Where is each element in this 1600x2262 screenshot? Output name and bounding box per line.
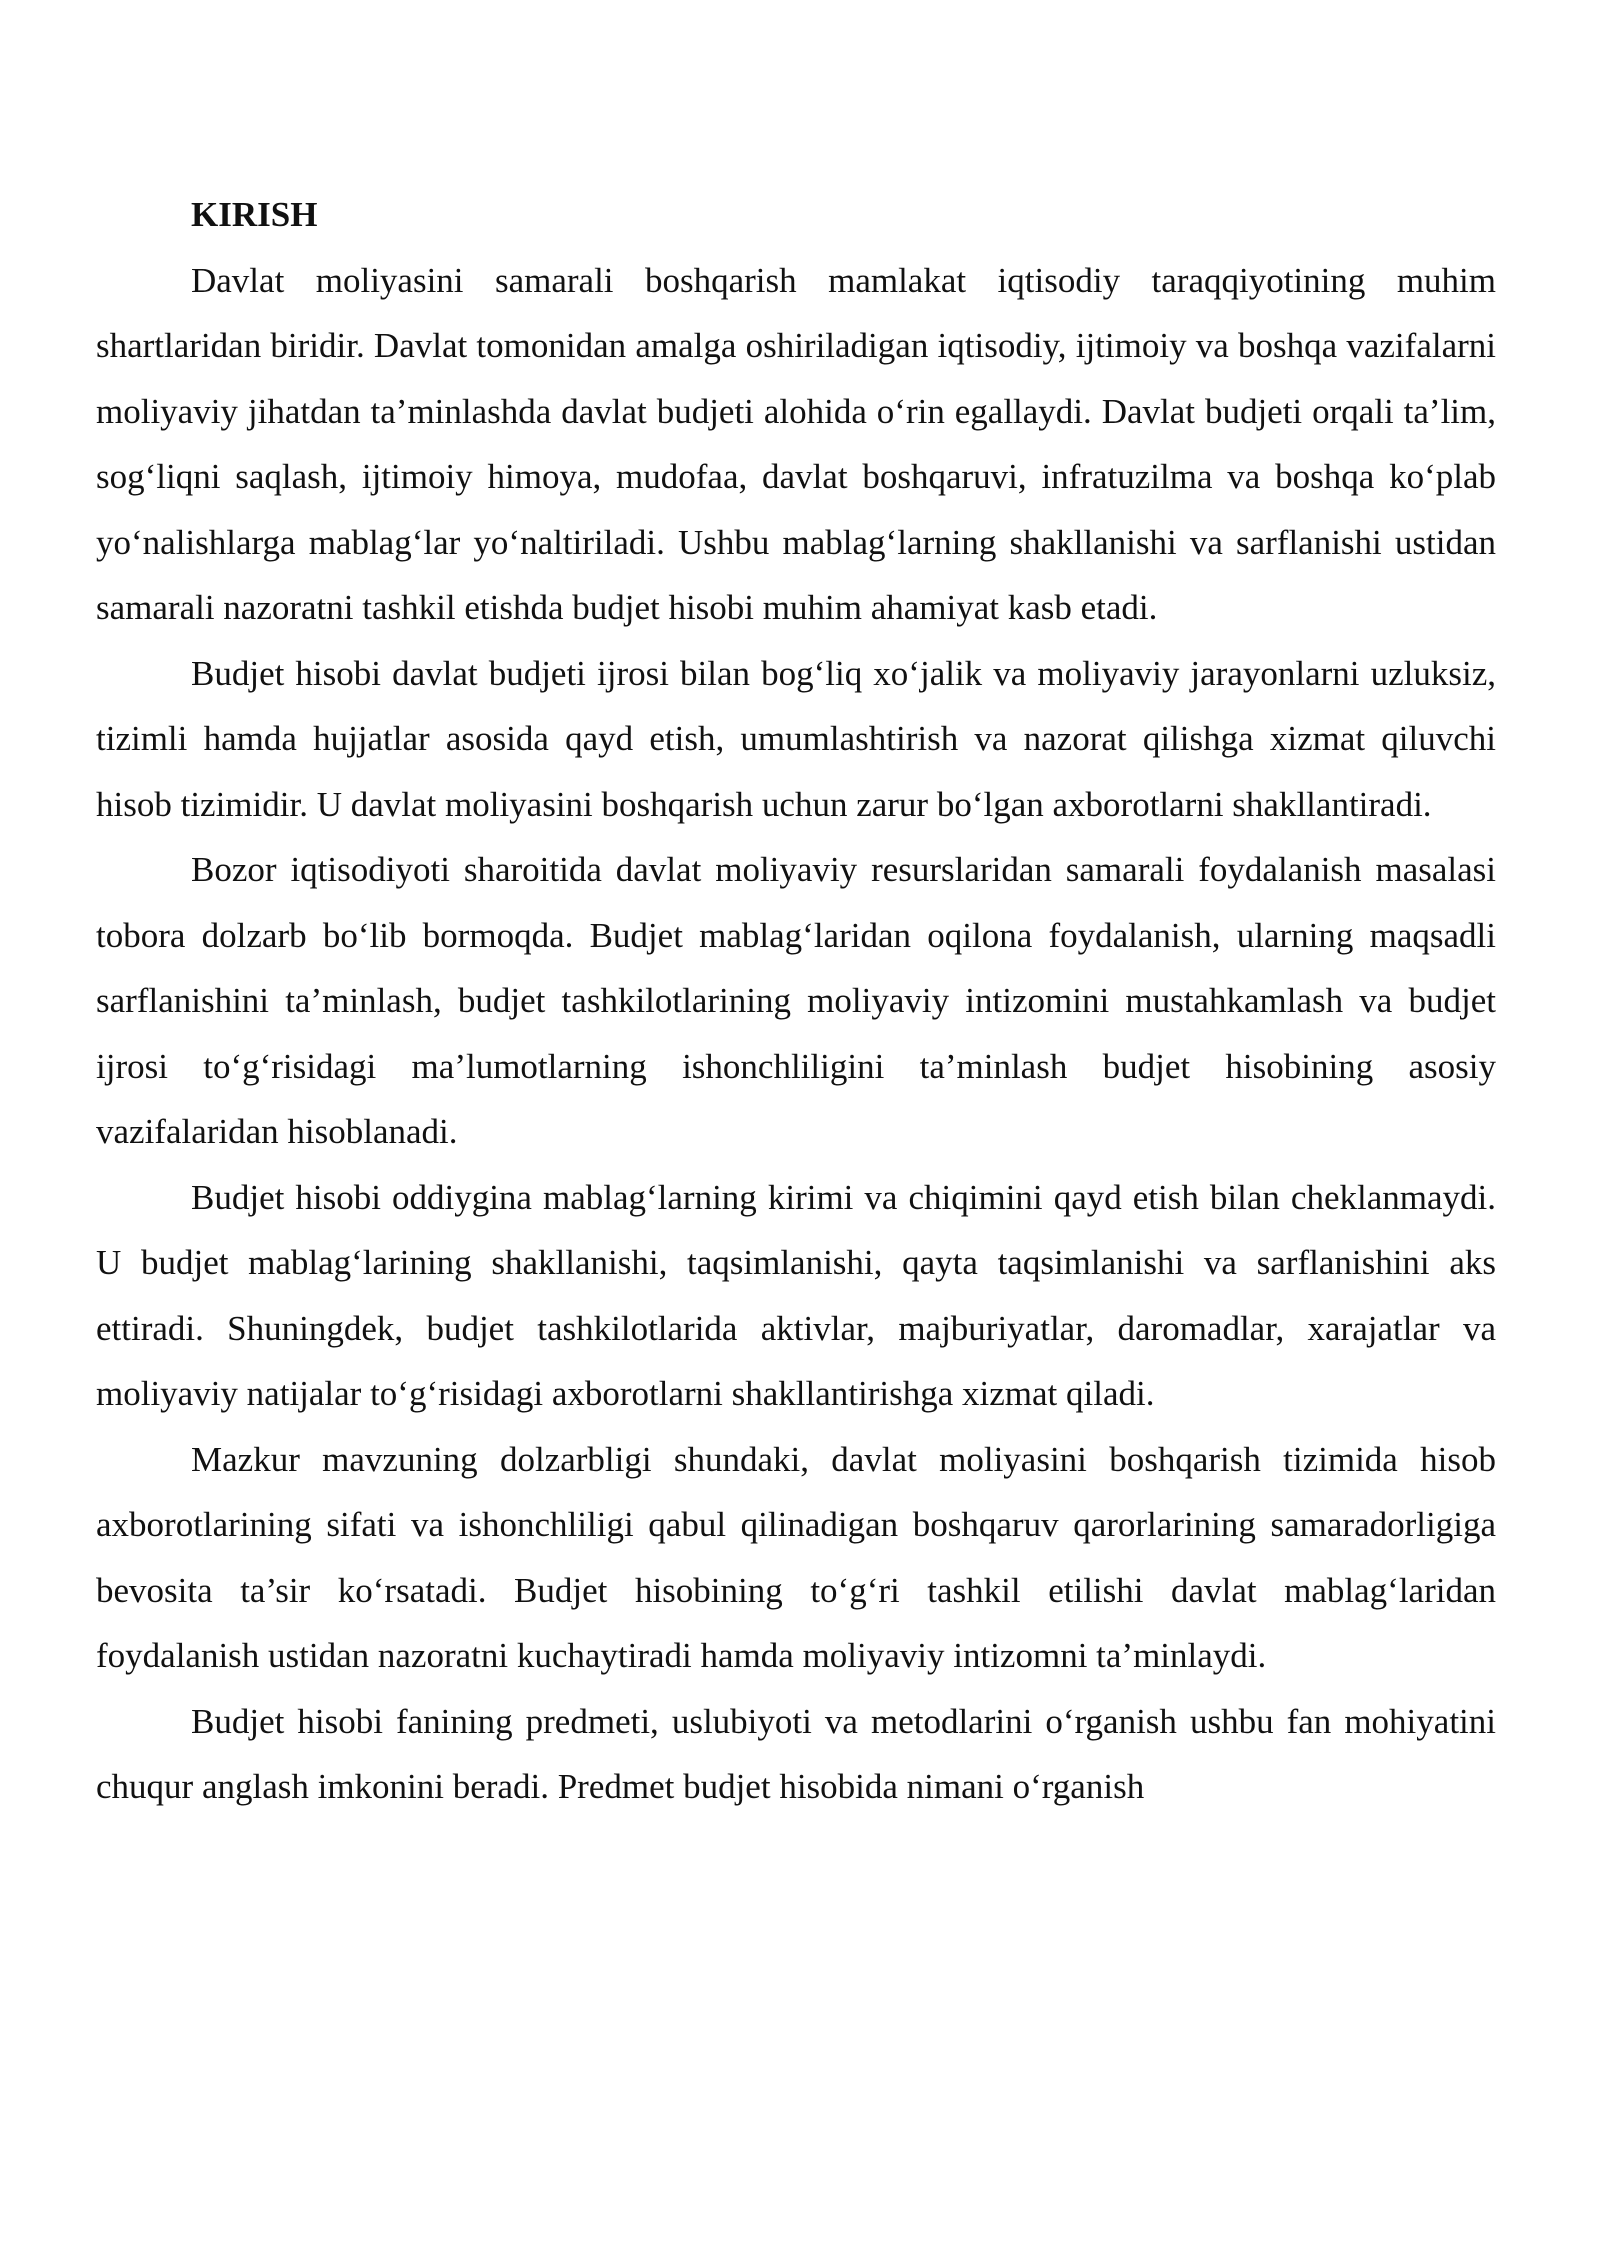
section-heading: KIRISH <box>191 195 318 234</box>
paragraph-6: Budjet hisobi fanining predmeti, uslubiyoti va metodlarini o‘rganish ushbu fan mohiyatini chuqur anglash imkonini beradi. Predmet budjet hisobida nimani o‘rganish <box>96 1701 1496 1806</box>
document-page <box>96 182 1496 1820</box>
paragraph-3: Bozor iqtisodiyoti sharoitida davlat moliyaviy resurslaridan samarali foydalanish masalasi tobora dolzarb bo‘lib bormoqda. Budjet mablag‘laridan oqilona foydalanish, ularning maqsadli sarflanishini ta’minlash, budjet tashkilotlarining moliyaviy intizomini mustahkamlash va budjet ijrosi to‘g‘risidagi ma’lumotlarning ishonchliligini ta’minlash budjet hisobining asosiy vazifalaridan hisoblanadi. <box>96 850 1496 1151</box>
paragraph-1: Davlat moliyasini samarali boshqarish mamlakat iqtisodiy taraqqiyotining muhim shartlaridan biridir. Davlat tomonidan amalga oshiriladigan iqtisodiy, ijtimoiy va boshqa vazifalarni moliyaviy jihatdan ta’minlashda davlat budjeti alohida o‘rin egallaydi. Davlat budjeti orqali ta’lim, sog‘liqni saqlash, ijtimoiy himoya, mudofaa, davlat boshqaruvi, infratuzilma va boshqa ko‘plab yo‘nalishlarga mablag‘lar yo‘naltiriladi. Ushbu mablag‘larning shakllanishi va sarflanishi ustidan samarali nazoratni tashkil etishda budjet hisobi muhim ahamiyat kasb etadi. <box>96 260 1496 627</box>
paragraph-5: Mazkur mavzuning dolzarbligi shundaki, davlat moliyasini boshqarish tizimida hisob axborotlarining sifati va ishonchliligi qabul qilinadigan boshqaruv qarorlarining samaradorligiga bevosita ta’sir ko‘rsatadi. Budjet hisobining to‘g‘ri tashkil etilishi davlat mablag‘laridan foydalanish ustidan nazoratni kuchaytiradi hamda moliyaviy intizomni ta’minlaydi. <box>96 1439 1496 1675</box>
paragraph-4: Budjet hisobi oddiygina mablag‘larning kirimi va chiqimini qayd etish bilan cheklanmaydi. U budjet mablag‘larining shakllanishi, taqsimlanishi, qayta taqsimlanishi va sarflanishini aks ettiradi. Shuningdek, budjet tashkilotlarida aktivlar, majburiyatlar, daromadlar, xarajatlar va moliyaviy natijalar to‘g‘risidagi axborotlarni shakllantirishga xizmat qiladi. <box>96 1177 1496 1413</box>
paragraph-2: Budjet hisobi davlat budjeti ijrosi bilan bog‘liq xo‘jalik va moliyaviy jarayonlarni uzluksiz, tizimli hamda hujjatlar asosida qayd etish, umumlashtirish va nazorat qilishga xizmat qiluvchi hisob tizimidir. U davlat moliyasini boshqarish uchun zarur bo‘lgan axborotlarni shakllantiradi. <box>96 653 1496 824</box>
